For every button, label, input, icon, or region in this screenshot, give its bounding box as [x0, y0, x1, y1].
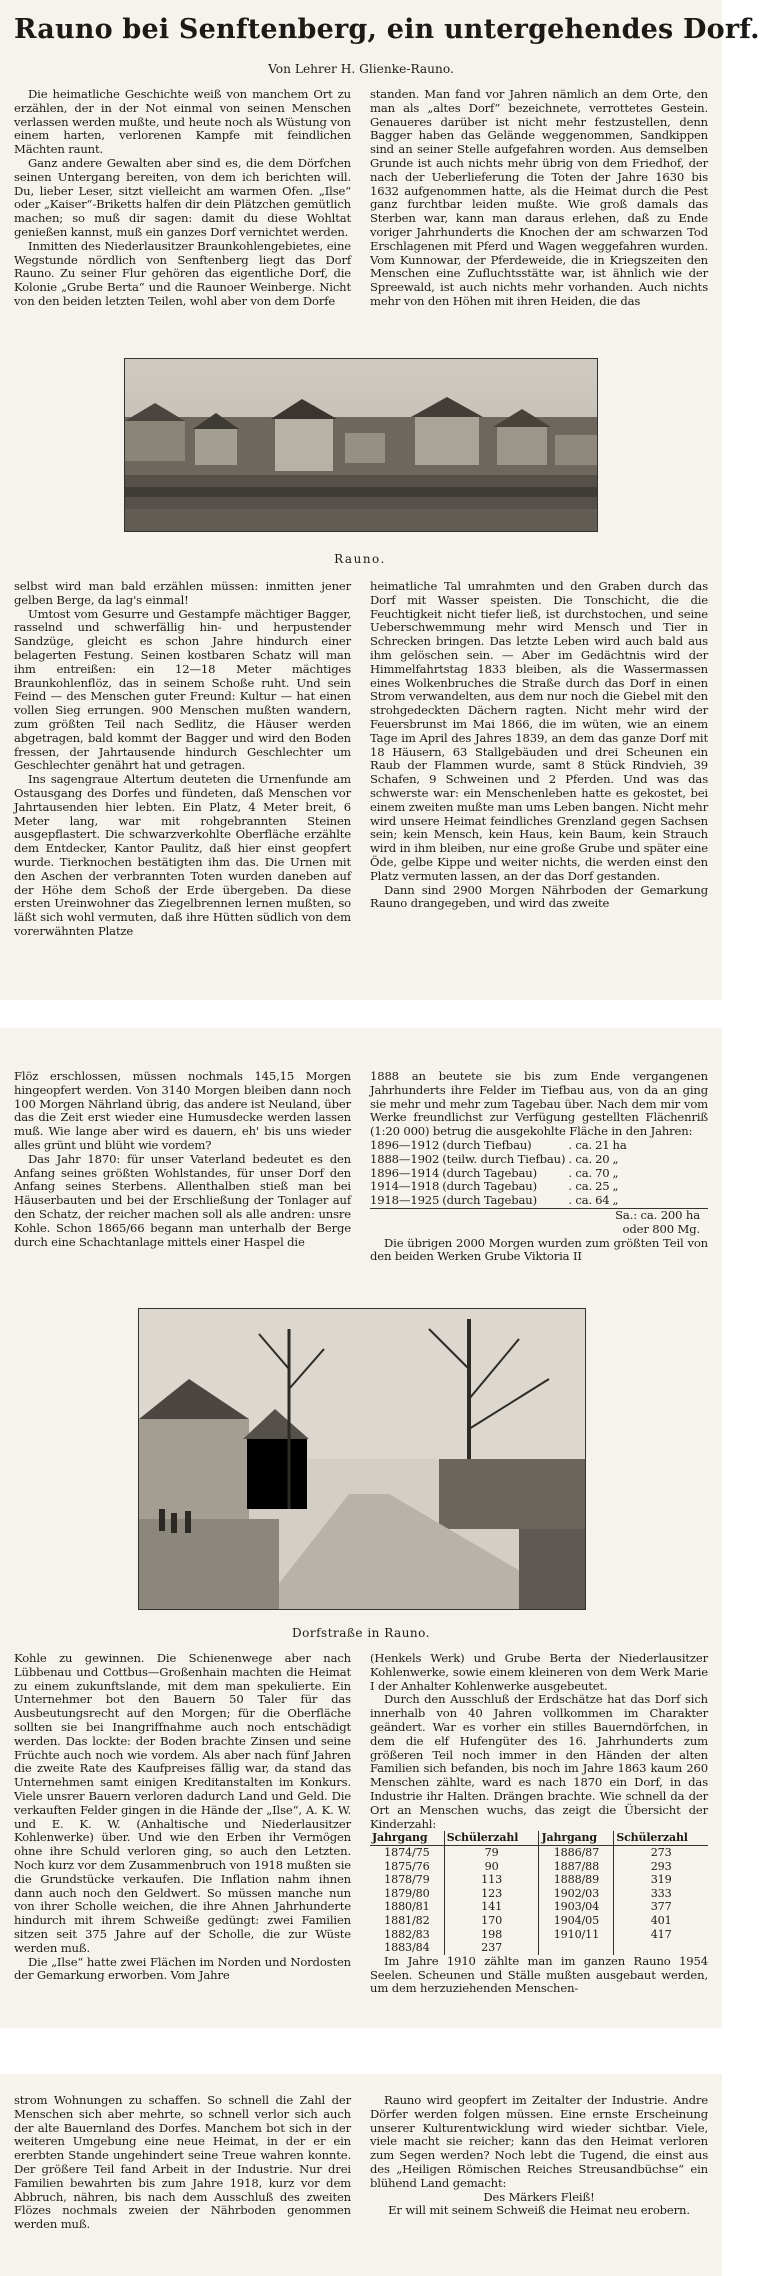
pupil-column-header: Schülerzahl [614, 1831, 708, 1845]
page-two [0, 1028, 722, 2028]
pupil-cell: 1902/03 [539, 1887, 614, 1901]
pupil-cell: 293 [614, 1860, 708, 1874]
paragraph: selbst wird man bald erzählen müssen: inmitten jener gelben Berge, da lag's einmal! [14, 579, 351, 607]
paragraph: Die heimatliche Geschichte weiß von manchem Ort zu erzählen, der in der Not einmal von seinen Menschen verlassen werden mußte, und heute noch als Wüstung von einem harten, verlorenen Kampfe mit feindlichen Mächten raunt. [14, 87, 351, 157]
pupil-cell [539, 1941, 614, 1955]
paragraph: heimatliche Tal umrahmten und den Graben durch das Dorf mit Wasser speisten. Die Tonschicht, die die Feuchtigkeit nicht tiefer ließ, ist durchstochen, und seine Ueberschwemmung mehr wird Mensch und Tier in Schrecken bringen. Das letzte Leben wird auch bald aus ihm gelöschen sein. — Aber im Gedächtnis wird der Himmelfahrtstag 1833 bleiben, als die Wassermassen eines Wolkenbruches die Straße durch das Dorf in einen Strom verwandelten, aus dem nur noch die Giebel mit den strohgedeckten Dächern ragten. Nicht mehr wird der Feuersbrunst im Mai 1866, die im wüten, wie an einem Tage im April des Jahres 1839, an dem das ganze Dorf mit 18 Häusern, 63 Stallgebäuden und drei Scheunen ein Raub der Flammen wurde, samt 8 Stück Rindvieh, 39 Schafen, 9 Schweinen und 2 Pferden. Und was das schwerste war: ein Menschenleben hatte es gekostet, bei einem zweiten mußte man ums Leben bangen. Nicht mehr wird unsere Heimat feindliches Grenzland gegen Sachsen sein; kein Mensch, kein Haus, kein Baum, kein Strauch wird in ihm bleiben, nur eine große Grube und später eine Öde, gelbe Kippe und weiter nichts, die werden einst den Platz vermuten lassen, an der das Dorf gestanden. [370, 579, 708, 883]
pupil-cell: 79 [444, 1845, 539, 1859]
acreage-years: 1914—1918 [370, 1179, 440, 1194]
acreage-ca: . ca. [568, 1179, 593, 1194]
pupil-cell: 90 [444, 1860, 539, 1874]
pupil-cell: 1882/83 [384, 1927, 430, 1941]
acreage-sum-morgen: oder 800 Mg. [622, 1221, 700, 1236]
paragraph: Umtost vom Gesurre und Gestampfe mächtiger Bagger, rasselnd und schwerfällig hin- und herpustender Sandzüge, gleicht es schon Jahre hindurch einer belagerten Festung. Seinen kostbaren Schatz will man ihm entreißen: ein 12—18 Meter mächtiges Braunkohlenflöz, das in seinem Schoße ruht. Und sein Feind — des Menschen guter Freund: Kultur — hat einen vollen Sieg errungen. 900 Menschen mußten wandern, zum größten Teil nach Sedlitz, die Häuser werden abgetragen, bald kommt der Bagger und wird den Boden fressen, der Jahrtausende hindurch Geschlechter um Geschlechter genährt hat und getragen. [14, 606, 351, 773]
mid-right-column [370, 1652, 708, 2012]
village-photo [124, 358, 598, 532]
paragraph: Inmitten des Niederlausitzer Braunkohlengebietes, eine Wegstunde nördlich von Senftenberg liegt das Dorf Rauno. Zu seiner Flur gehören das eigentliche Dorf, die Kolonie „Grube Berta“ und die Raunoer Weinberge. Nicht von den beiden letzten Teilen, wohl aber von dem Dorfe [14, 238, 351, 308]
top-right-column [370, 1070, 708, 1276]
pupil-column-header: Jahrgang [539, 1831, 614, 1845]
pupil-cell: 1878/79 [384, 1873, 430, 1887]
acreage-table [370, 1139, 630, 1208]
paragraph: Durch den Ausschluß der Erdschätze hat das Dorf sich innerhalb von 40 Jahren vollkommen im Charakter geändert. War es vorher ein stilles Bauerndörfchen, in dem die elf Hufengüter des 16. Jahrhunderts zum größeren Teil noch immer in den Händen der alten Familien sich befanden, bis noch im Jahre 1863 kaum 260 Menschen zählte, ward es nach 1870 ein Dorf, in das Industrie ihr Halten. Drängen brachte. Wie schnell da der Ort an Menschen wuchs, das zeigt die Übersicht der Kinderzahl: [370, 1692, 708, 1831]
acreage-ca: . ca. [568, 1165, 593, 1180]
motto: Des Märkers Fleiß! [483, 2189, 595, 2204]
acreage-row [370, 1139, 630, 1153]
acreage-years: 1896—1912 [370, 1137, 440, 1152]
acreage-ca: . ca. [568, 1137, 593, 1152]
page-three [0, 2074, 722, 2276]
lower-left-column [14, 580, 351, 970]
pupil-cell: 1903/04 [539, 1900, 614, 1914]
paragraph: Die übrigen 2000 Morgen wurden zum größten Teil von den beiden Werken Grube Viktoria II [370, 1235, 708, 1264]
acreage-method: (durch Tagebau) [442, 1179, 537, 1194]
lower-right-column [370, 580, 708, 970]
pupil-cell: 273 [614, 1845, 708, 1859]
paragraph: 1888 an beutete sie bis zum Ende vergangenen Jahrhunderts ihre Felder im Tiefbau aus, von da an ging sie mehr und mehr zum Tagebau über. Nach dem mir vom Werke freundlichst zur Verfügung gestellten Flächenriß (1:20 000) betrug die ausgekohlte Fläche in den Jahren: [370, 1069, 708, 1139]
acreage-row [370, 1153, 630, 1167]
paragraph: Dann sind 2900 Morgen Nährboden der Gemarkung Rauno drangegeben, und wird das zweite [370, 882, 708, 911]
intro-left-column [14, 87, 351, 308]
pupil-row [370, 1845, 708, 1859]
acreage-row [370, 1180, 630, 1194]
paragraph: Das Jahr 1870: für unser Vaterland bedeutet es den Anfang seines größten Wohlstandes, für unser Dorf den Anfang seines Sterbens. Allenthalben stieß man bei Häuserbauten und bei der Erschließung der Tonlager auf den Schatz, der reicher machen soll als alle andren: unsre Kohle. Schon 1865/66 begann man unterhalb der Berge durch eine Schachtanlage mittels einer Haspel die [14, 1151, 351, 1249]
closing-right-column [370, 2094, 708, 2269]
acreage-unit: „ [612, 1193, 619, 1208]
pupil-cell: 1874/75 [384, 1845, 430, 1859]
acreage-ca: . ca. [568, 1193, 593, 1208]
pupil-count-table [370, 1831, 708, 1954]
pupil-row [370, 1873, 708, 1887]
mid-left-column [14, 1652, 351, 2012]
article-title: Rauno bei Senftenberg, ein untergehendes Dorf. [14, 14, 760, 45]
acreage-value: 64 [595, 1193, 610, 1208]
paragraph: (Henkels Werk) und Grube Berta der Niederlausitzer Kohlenwerke, sowie einem kleineren von dem Werk Marie I der Anhalter Kohlenwerke ausgebeutet. [370, 1651, 708, 1693]
acreage-method: (durch Tagebau) [442, 1165, 537, 1180]
acreage-value: 20 [595, 1151, 610, 1166]
village-street-photo-caption: Dorfstraße in Rauno. [292, 1626, 430, 1640]
village-photo-caption: Rauno. [334, 552, 386, 566]
intro-right-column [370, 87, 708, 308]
acreage-years: 1896—1914 [370, 1165, 440, 1180]
acreage-method: (teilw. durch Tiefbau) [442, 1151, 566, 1166]
acreage-ca: . ca. [568, 1151, 593, 1166]
paragraph: Ganz andere Gewalten aber sind es, die dem Dörfchen seinen Untergang bereiten, von dem ich berichten will. Du, lieber Leser, sitzt vielleicht am warmen Ofen. „Ilse“ oder „Kaiser“-Briketts halfen dir dein Plätzchen gemütlich machen; so muß dir sagen: damit du diese Wohltat genießen kannst, muß ein ganzes Dorf vernichtet werden. [14, 155, 351, 239]
acreage-value: 25 [595, 1179, 610, 1194]
pupil-row [370, 1860, 708, 1874]
village-photo-image [125, 359, 597, 531]
pupil-cell: 1880/81 [384, 1900, 430, 1914]
pupil-cell: 319 [614, 1873, 708, 1887]
top-left-column [14, 1070, 351, 1276]
acreage-unit: „ [612, 1151, 619, 1166]
page-one [0, 0, 760, 1000]
village-street-photo-image [139, 1309, 585, 1609]
acreage-years: 1918—1925 [370, 1193, 440, 1208]
closing-line: Er will mit seinem Schweiß die Heimat neu erobern. [388, 2203, 690, 2218]
pupil-column-header: Schülerzahl [444, 1831, 539, 1845]
acreage-row [370, 1194, 630, 1208]
pupil-cell [614, 1941, 708, 1955]
pupil-cell: 377 [614, 1900, 708, 1914]
pupil-cell: 401 [614, 1914, 708, 1928]
acreage-method: (durch Tagebau) [442, 1193, 537, 1208]
pupil-row [370, 1914, 708, 1928]
pupil-cell: 170 [444, 1914, 539, 1928]
pupil-cell: 1883/84 [384, 1941, 430, 1955]
acreage-method: (durch Tiefbau) [442, 1137, 532, 1152]
pupil-cell: 1888/89 [539, 1873, 614, 1887]
pupil-row [370, 1900, 708, 1914]
article-byline: Von Lehrer H. Glienke-Rauno. [268, 62, 454, 76]
pupil-cell: 198 [444, 1928, 539, 1942]
paragraph: Ins sagengraue Altertum deuteten die Urnenfunde am Ostausgang des Dorfes und fündeten, daß Menschen vor Jahrtausenden hier lebten. Ein Platz, 4 Meter breit, 6 Meter lang, war mit rohgebrannten Steinen ausgepflastert. Die schwarzverkohlte Oberfläche erzählte dem Entdecker, Kantor Paulitz, daß hier einst geopfert wurde. Tierknochen bestätigten ihm das. Die Urnen mit den Aschen der verbrannten Toten wurden daneben auf der Höhe dem Schoß der Erde übergeben. Da diese ersten Ureinwohner das Ziegelbrennen lernen mußten, so läßt sich wohl vermuten, daß ihre Hütten südlich von dem vorerwähnten Platze [14, 772, 351, 938]
acreage-unit: „ [612, 1165, 619, 1180]
paragraph: Flöz erschlossen, müssen nochmals 145,15 Morgen hingeopfert werden. Von 3140 Morgen bleiben dann noch 100 Morgen Nährland übrig, das andere ist Neuland, über das die Zeit erst wieder eine Humusdecke werden lassen muß. Wie lange aber wird es dauern, eh' bis uns wieder alles grünt und blüht wie vordem? [14, 1069, 351, 1152]
pupil-cell: 1881/82 [384, 1913, 430, 1927]
acreage-row [370, 1167, 630, 1181]
pupil-row [370, 1928, 708, 1942]
paragraph: Die „Ilse“ hatte zwei Flächen im Norden und Nordosten der Gemarkung erworben. Vom Jahre [14, 1954, 351, 1983]
acreage-years: 1888—1902 [370, 1151, 440, 1166]
pupil-row [370, 1941, 708, 1955]
pupil-cell: 1875/76 [384, 1859, 430, 1873]
pupil-table-header [370, 1831, 708, 1845]
acreage-unit: „ [612, 1179, 619, 1194]
acreage-sum: Sa.: ca. 200 ha [370, 1208, 708, 1223]
pupil-cell: 1879/80 [384, 1886, 430, 1900]
pupil-cell: 1886/87 [539, 1845, 614, 1859]
paragraph: Im Jahre 1910 zählte man im ganzen Rauno 1954 Seelen. Scheunen und Ställe mußten ausgebaut werden, um dem herzuziehenden Menschen- [370, 1953, 708, 1996]
acreage-value: 70 [595, 1165, 610, 1180]
pupil-cell: 417 [614, 1928, 708, 1942]
paragraph: Kohle zu gewinnen. Die Schienenwege aber nach Lübbenau und Cottbus—Großenhain machten die Heimat zu einem zukunftslande, mit dem man spekulierte. Ein Unternehmer bot den Bauern 50 Taler für das Ausbeutungsrecht auf den Morgen; für die Oberfläche sollten sie bei Inangriffnahme auch noch entschädigt werden. Das lockte: der Boden brachte Zinsen und seine Früchte auch noch wie vordem. Als aber nach fünf Jahren die zweite Rate des Kaufpreises fällig war, da stand das Unternehmen samt einigen Kreditanstalten im Konkurs. Viele unsrer Bauern verloren dadurch Land und Geld. Die verkauften Felder gingen in die Hände der „Ilse“, A. K. W. und E. K. W. (Anhaltische und Niederlausitzer Kohlenwerke) über. Und wie den Erben ihr Vermögen ohne ihre Schuld verloren ging, so auch den Letzten. Noch kurz vor dem Zusammenbruch von 1918 mußten sie die Grundstücke verkaufen. Die Inflation nahm ihnen dann auch noch den Geldwert. So müssen manche nun von ihrer Scholle weichen, die ihre Ahnen Jahrhunderte hindurch mit ihrem Schweiße gedüngt: zwei Familien sitzen seit 375 Jahre auf der Scholle, die zur Wüste werden muß. [14, 1651, 351, 1955]
pupil-cell: 333 [614, 1887, 708, 1901]
pupil-cell: 123 [444, 1887, 539, 1901]
pupil-cell: 1887/88 [539, 1860, 614, 1874]
pupil-row [370, 1887, 708, 1901]
pupil-cell: 113 [444, 1873, 539, 1887]
pupil-column-header: Jahrgang [370, 1831, 444, 1845]
village-street-photo [138, 1308, 586, 1610]
paragraph: strom Wohnungen zu schaffen. So schnell die Zahl der Menschen sich aber mehrte, so schnell verlor sich auch der alte Bauernland des Dorfes. Manchem bot sich in der weiteren Umgebung eine neue Heimat, in der er ein ererbten Stande ungehindert seine Treue wahren konnte. Der größere Teil fand Arbeit in der Industrie. Nur drei Familien bewahrten bis zum Jahre 1918, kurz vor dem Abbruch, nähren, bis nach dem Ausschluß des zweiten Flözes nochmals zweien der Nährboden genommen werden muß. [14, 2093, 351, 2232]
paragraph: Rauno wird geopfert im Zeitalter der Industrie. Andre Dörfer werden folgen müssen. Eine ernste Erscheinung unserer Kulturentwicklung wird wieder sichtbar. Viele, viele macht sie reicher; kann das den Heimat verloren zum Segen werden? Noch lebt die Tugend, die einst aus des „Heiligen Römischen Reiches Streusandbüchse“ ein blühend Land gemacht: [370, 2093, 708, 2190]
acreage-value: 21 [595, 1137, 610, 1152]
pupil-cell: 1910/11 [539, 1928, 614, 1942]
pupil-cell: 237 [444, 1941, 539, 1955]
closing-left-column [14, 2094, 351, 2269]
acreage-unit: ha [612, 1137, 627, 1152]
pupil-cell: 1904/05 [539, 1914, 614, 1928]
paragraph: standen. Man fand vor Jahren nämlich an dem Orte, den man als „altes Dorf“ bezeichnete, verrottetes Gestein. Genaueres darüber ist nicht mehr festzustellen, denn Bagger haben das Gelände weggenommen, Sandkippen sind an seiner Stelle aufgefahren worden. Aus demselben Grunde ist auch nichts mehr übrig von dem Friedhof, der nach der Ueberlieferung die Toten der Jahre 1630 bis 1632 aufgenommen hatte, als die Heimat durch die Pest ganz furchtbar leiden mußte. Wie groß damals das Sterben war, kann man daraus erlehen, daß zu Ende voriger Jahrhunderts die Knochen der am schwarzen Tod Erschlagenen mit Pferd und Wagen weggefahren wurden. Vom Kunnowar, der Pferdeweide, die in Kriegszeiten den Menschen eine Zufluchtsstätte war, ist ähnlich wie der Spreewald, ist auch nichts mehr vorhanden. Auch nichts mehr von den Höhen mit ihren Heiden, die das [370, 87, 708, 308]
pupil-cell: 141 [444, 1900, 539, 1914]
